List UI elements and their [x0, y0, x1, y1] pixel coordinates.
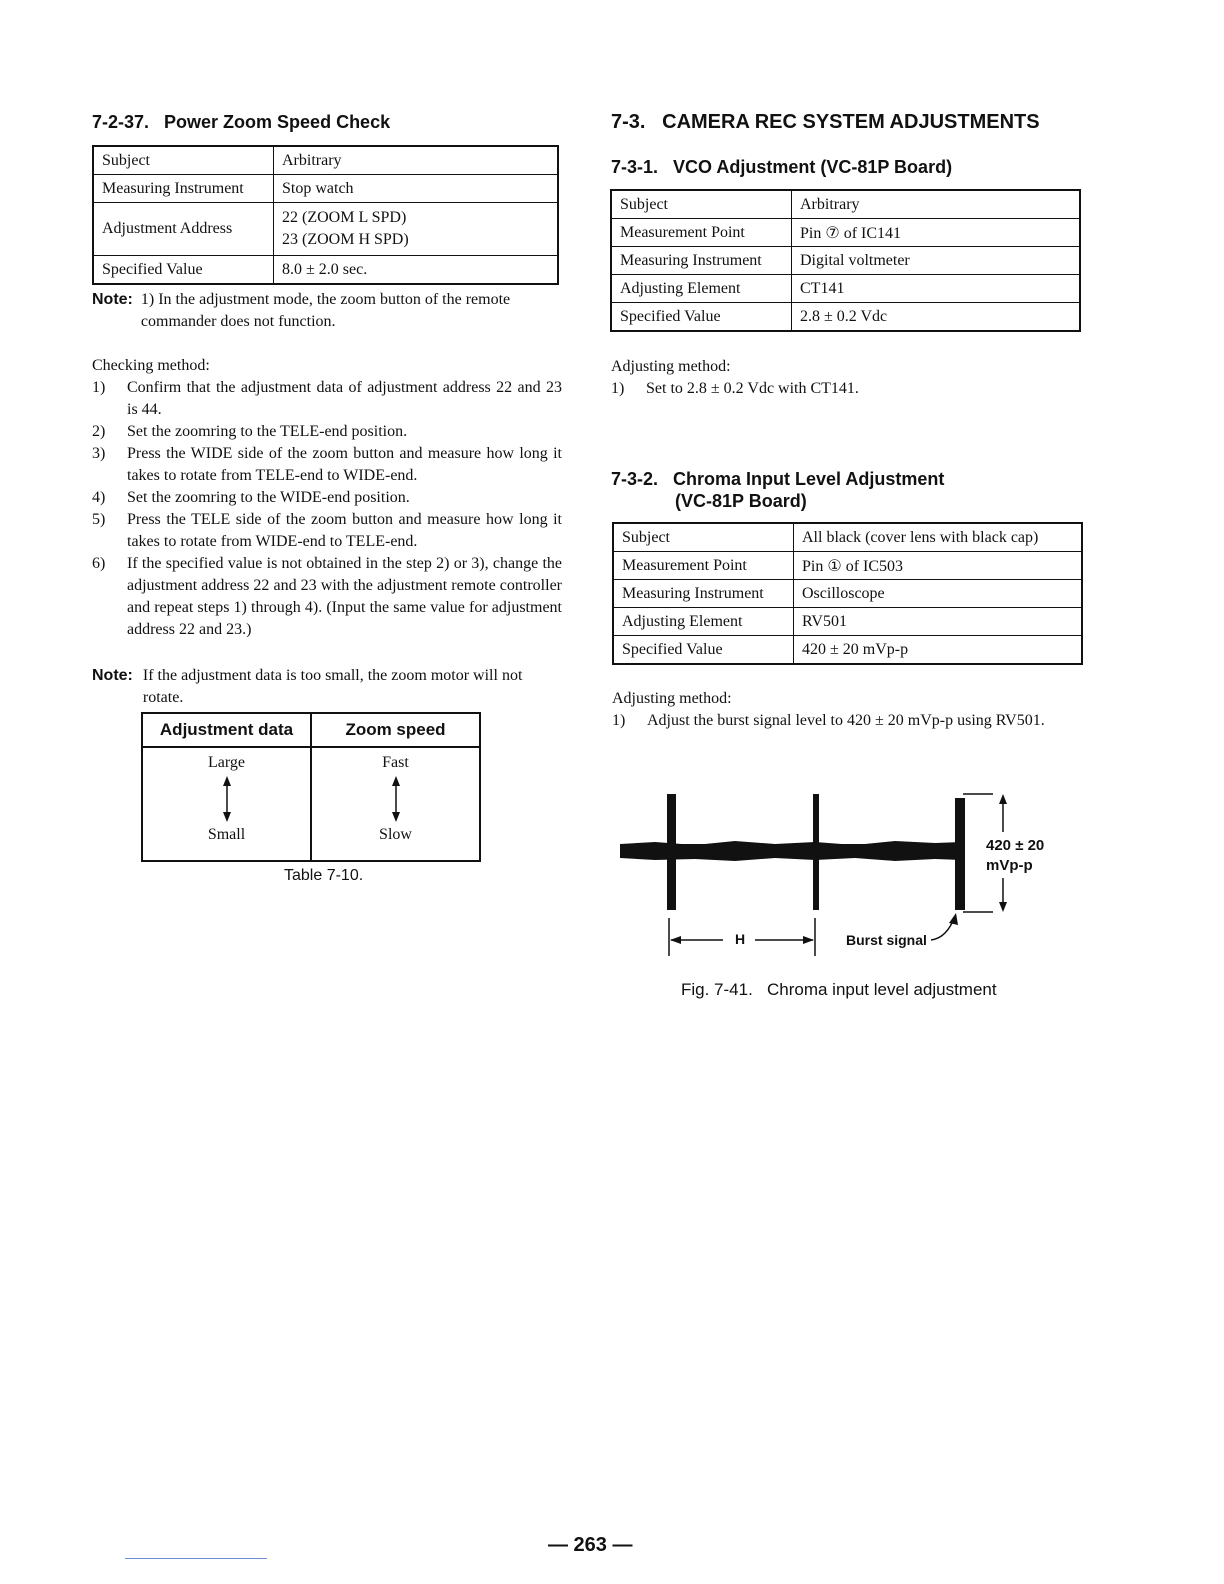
table-cell: Adjustment Address [93, 203, 274, 256]
list-item: 6) If the specified value is not obtained in the step 2) or 3), change the adjustment address 22 and 23 with the adjustment remote controller and repeat steps 1) through 4). (Input the same value for adjustment address 22 and 23.) [92, 555, 562, 638]
figure-caption: Fig. 7-41. Chroma input level adjustment [681, 980, 997, 999]
list-item: 1) Confirm that the adjustment data of adjustment address 22 and 23 is 44. [92, 379, 562, 418]
table-cell: CT141 [792, 275, 1081, 303]
table-cell: Subject [93, 146, 274, 175]
list-item: 1) Set to 2.8 ± 0.2 Vdc with CT141. [611, 380, 859, 397]
table-caption: Table 7-10. [284, 867, 364, 884]
zoom-speed-table [141, 712, 481, 862]
table-cell: 420 ± 20 mVp-p [794, 636, 1083, 665]
section-32-title-line1: 7-3-2. Chroma Input Level Adjustment [611, 469, 945, 489]
zoom-small: Small [207, 826, 246, 843]
table-cell: Arbitrary [792, 190, 1081, 219]
note-remote [92, 289, 562, 333]
table-cell: Measurement Point [611, 219, 792, 247]
table-cell: Subject [613, 523, 794, 552]
list-item: 2) Set the zoomring to the TELE-end position. [92, 423, 408, 440]
table-cell [274, 203, 559, 256]
list-item: 5) Press the TELE side of the zoom button and measure how long it takes to rotate from WIDE-end to TELE-end. [92, 511, 562, 550]
table-cell: Specified Value [611, 303, 792, 332]
table-row [611, 247, 1080, 275]
table-header: Adjustment data [142, 713, 311, 747]
list-item: 4) Set the zoomring to the WIDE-end position. [92, 489, 410, 506]
table-cell: Measuring Instrument [93, 175, 274, 203]
method-steps [612, 710, 1084, 732]
table-cell: Adjusting Element [611, 275, 792, 303]
table-cell: Digital voltmeter [792, 247, 1081, 275]
table-row [611, 275, 1080, 303]
main-section-title: 7-3. CAMERA REC SYSTEM ADJUSTMENTS [611, 111, 1040, 133]
table-cell [142, 747, 311, 861]
table-cell: Adjusting Element [613, 608, 794, 636]
level-value: 420 ± 20 [986, 837, 1045, 854]
sync-pulse [813, 794, 819, 910]
table-row [142, 713, 480, 747]
note-label: Note: [92, 291, 133, 308]
table-row [142, 747, 480, 861]
table-row [613, 552, 1082, 580]
table-row [611, 303, 1080, 332]
table-cell: Measuring Instrument [611, 247, 792, 275]
sync-pulse [667, 794, 676, 910]
burst-signal-label: Burst signal [846, 932, 927, 948]
address-line: 23 (ZOOM H SPD) [282, 231, 409, 248]
address-line: 22 (ZOOM L SPD) [282, 209, 407, 226]
table-row [613, 523, 1082, 552]
table-cell: 8.0 ± 2.0 sec. [274, 256, 559, 285]
table-cell: Arbitrary [274, 146, 559, 175]
section-37-title: 7-2-37. Power Zoom Speed Check [92, 112, 391, 132]
note-zoom-motor [92, 665, 562, 709]
table-row [613, 580, 1082, 608]
zoom-large: Large [207, 754, 245, 771]
note-text: 1) In the adjustment mode, the zoom button of the remote commander does not function. [140, 291, 511, 330]
power-zoom-spec-table [92, 145, 559, 285]
level-label [986, 836, 1044, 876]
zoom-fast: Fast [382, 754, 409, 771]
table-row [611, 190, 1080, 219]
checking-steps [92, 377, 562, 641]
table-cell: Subject [611, 190, 792, 219]
table-row [611, 219, 1080, 247]
chroma-adjusting-method [612, 688, 1084, 732]
table-row [613, 636, 1082, 665]
chroma-spec-table [612, 522, 1083, 665]
table-cell: Specified Value [613, 636, 794, 665]
table-cell: RV501 [794, 608, 1083, 636]
table-row [613, 608, 1082, 636]
table-header: Zoom speed [311, 713, 480, 747]
checking-method [92, 355, 562, 641]
table-cell: Pin ⑦ of IC141 [792, 219, 1081, 247]
method-steps [611, 378, 1081, 400]
h-label: H [735, 931, 746, 947]
checking-title: Checking method: [92, 357, 210, 374]
bottom-rule [125, 1558, 267, 1559]
list-item: 3) Press the WIDE side of the zoom button and measure how long it takes to rotate from TELE-end to WIDE-end. [92, 445, 562, 484]
note-text: If the adjustment data is too small, the zoom motor will not rotate. [142, 667, 523, 706]
table-cell: 2.8 ± 0.2 Vdc [792, 303, 1081, 332]
table-row [93, 146, 558, 175]
table-row [93, 203, 558, 256]
table-cell: Measurement Point [613, 552, 794, 580]
table-cell: Oscilloscope [794, 580, 1083, 608]
table-cell: All black (cover lens with black cap) [794, 523, 1083, 552]
table-cell: Specified Value [93, 256, 274, 285]
burst-waveform-figure [615, 790, 1075, 970]
table-cell: Stop watch [274, 175, 559, 203]
table-cell: Pin ① of IC503 [794, 552, 1083, 580]
page-number: — 263 — [548, 1534, 633, 1556]
method-title: Adjusting method: [612, 690, 732, 707]
level-unit: mVp-p [986, 857, 1033, 874]
section-32-title-line2: (VC-81P Board) [675, 491, 807, 511]
table-row [93, 175, 558, 203]
table-row [93, 256, 558, 285]
note-label: Note: [92, 667, 133, 684]
zoom-slow: Slow [379, 826, 412, 843]
vco-adjusting-method [611, 356, 1081, 400]
vco-spec-table [610, 189, 1081, 332]
table-cell [311, 747, 480, 861]
section-31-title: 7-3-1. VCO Adjustment (VC-81P Board) [611, 157, 953, 177]
list-item: 1) Adjust the burst signal level to 420 ± 20 mVp-p using RV501. [612, 712, 1045, 729]
table-cell: Measuring Instrument [613, 580, 794, 608]
method-title: Adjusting method: [611, 358, 731, 375]
sync-pulse [955, 798, 965, 910]
double-arrow-icon [221, 776, 233, 822]
double-arrow-icon [390, 776, 402, 822]
section-32-title [611, 468, 944, 512]
